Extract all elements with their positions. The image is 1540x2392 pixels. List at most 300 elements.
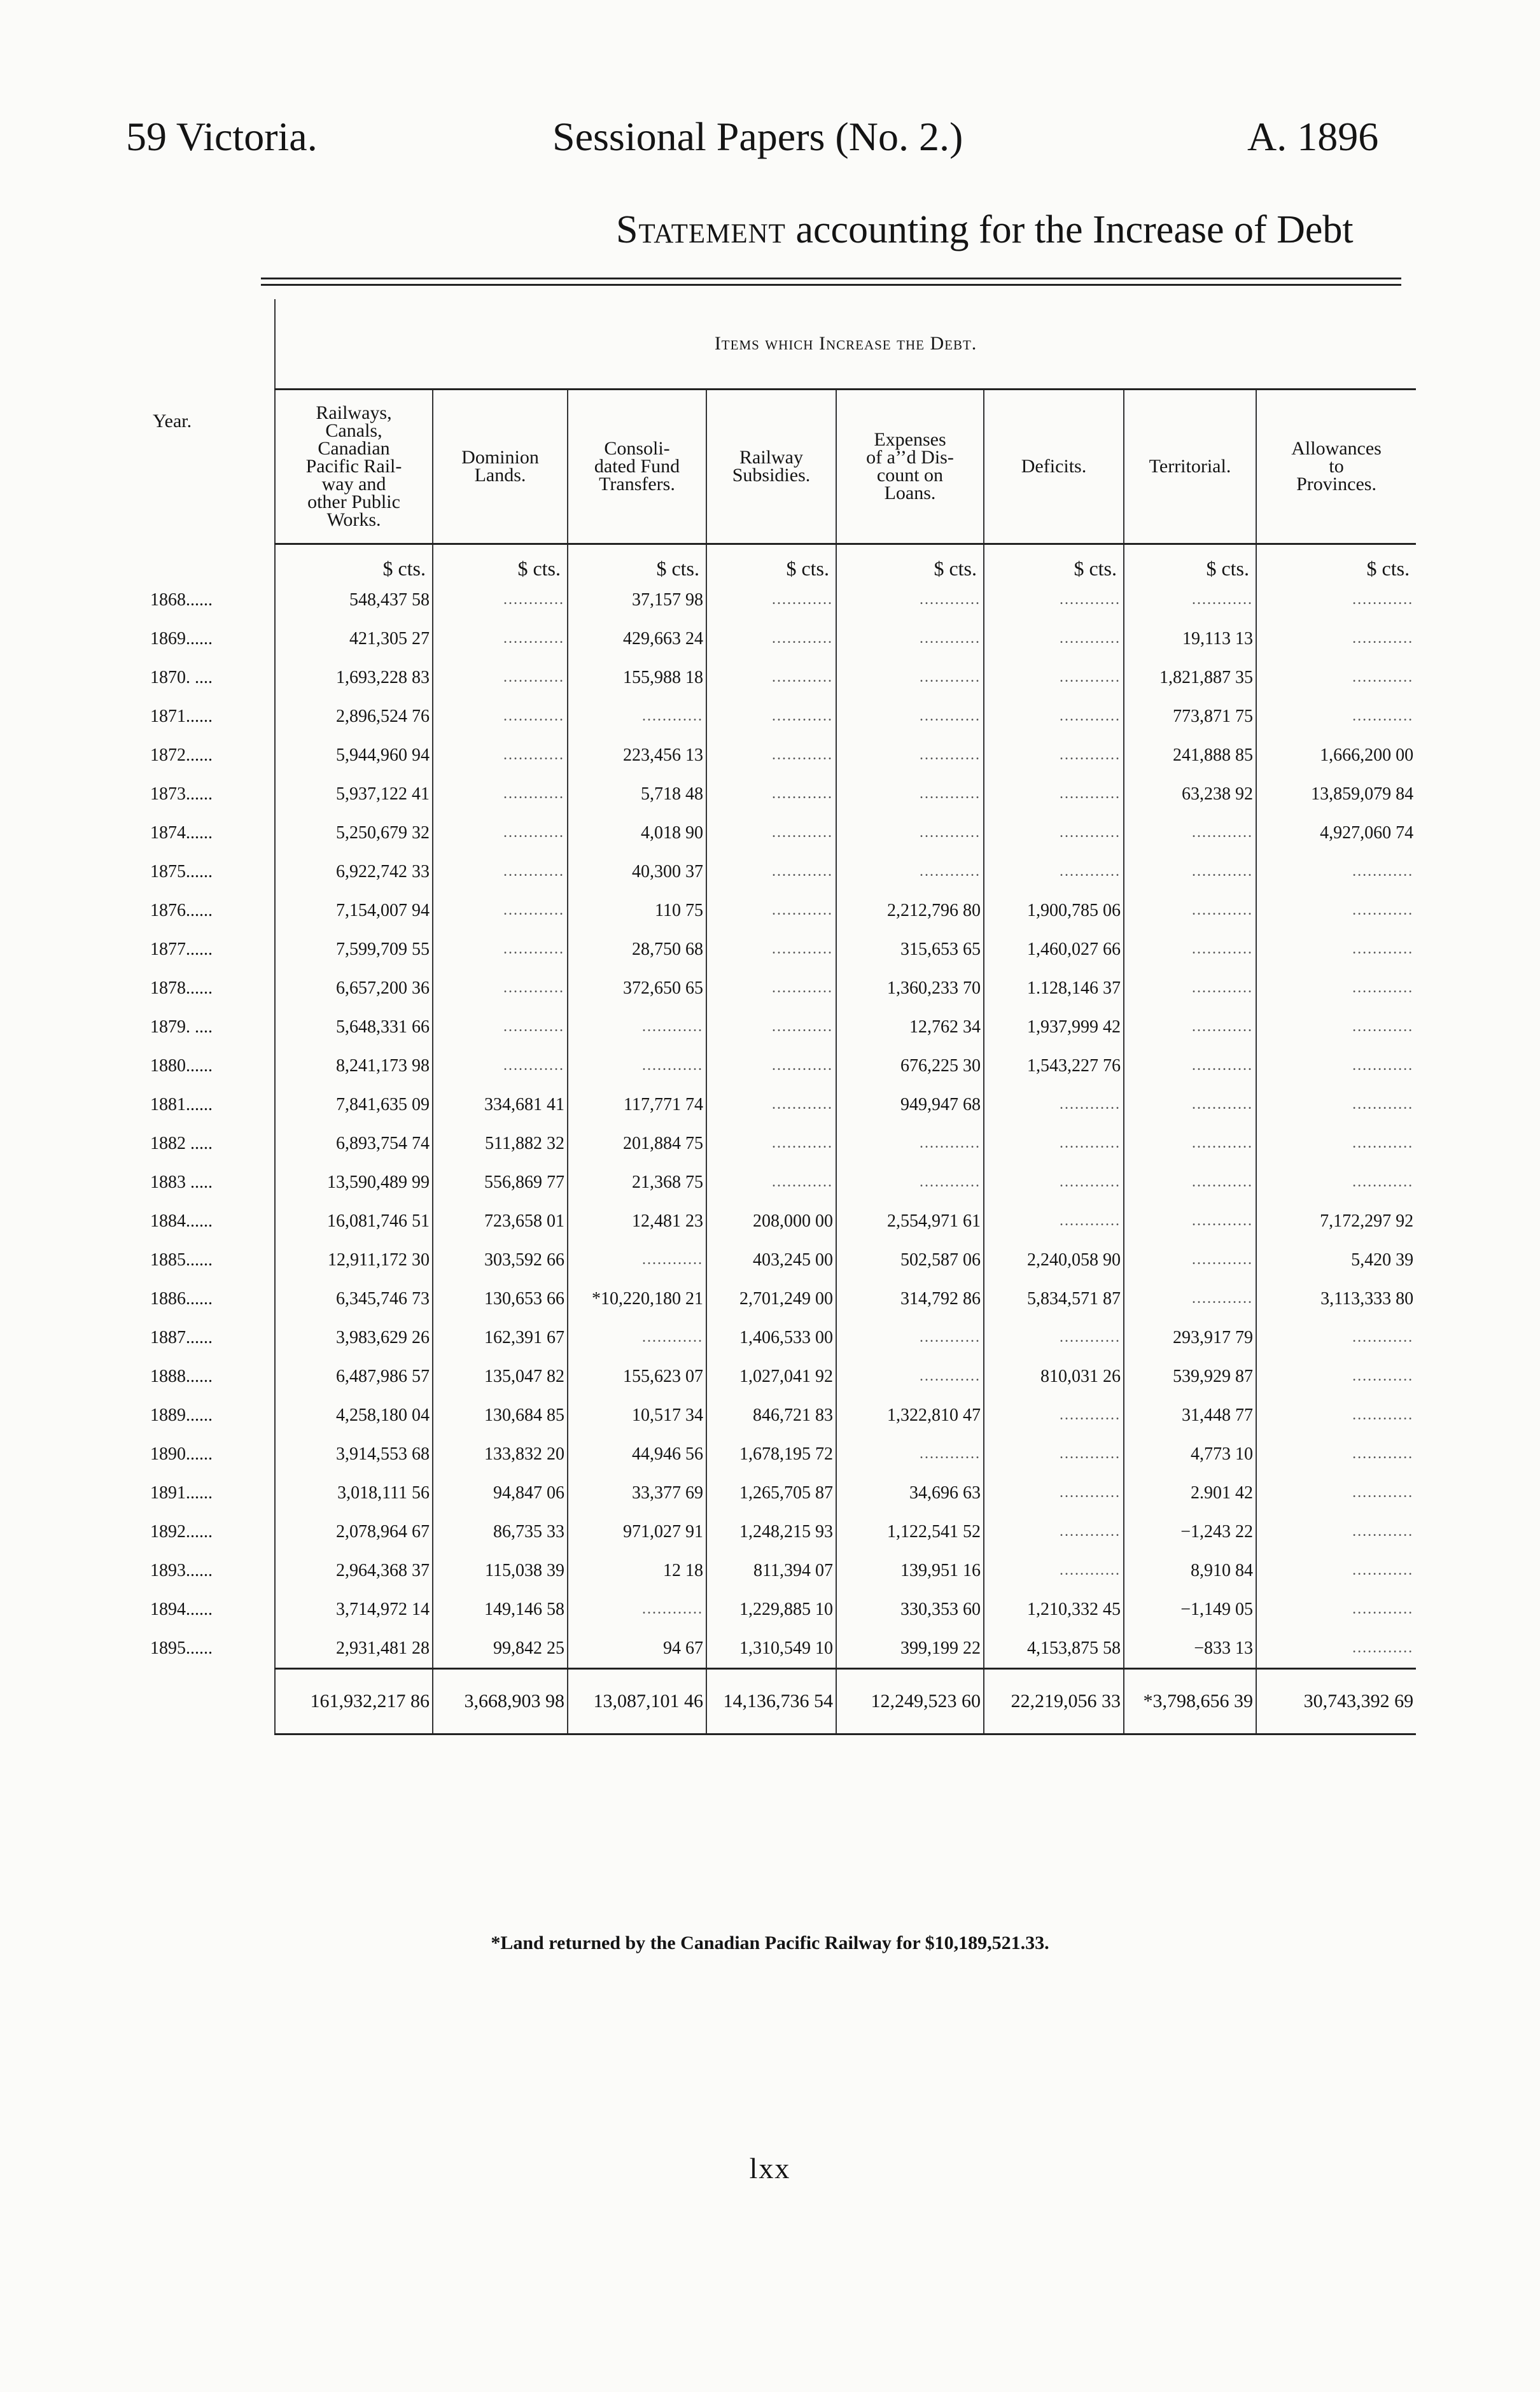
total-cell: 12,249,523 60 xyxy=(836,1669,984,1734)
amount-cell: 99,842 25 xyxy=(433,1629,568,1669)
amount-cell: −1,149 05 xyxy=(1124,1590,1256,1629)
amount-cell: 208,000 00 xyxy=(706,1202,836,1241)
empty-cell-leader: ............ xyxy=(1124,1046,1256,1085)
row-year: 1884...... xyxy=(150,1211,213,1231)
empty-cell-leader: ............ xyxy=(1256,658,1416,697)
amount-cell: 223,456 13 xyxy=(568,736,706,775)
table-row xyxy=(140,619,1416,658)
column-header-line: Loans. xyxy=(884,482,936,503)
table-row xyxy=(140,1435,1416,1474)
amount-cell: 2,240,058 90 xyxy=(984,1241,1124,1279)
empty-cell-leader: ............ xyxy=(984,658,1124,697)
amount-cell: 110 75 xyxy=(568,891,706,930)
column-header xyxy=(275,390,433,544)
empty-cell-leader: ............ xyxy=(984,813,1124,852)
amount-cell: 303,592 66 xyxy=(433,1241,568,1279)
amount-cell: 1,360,233 70 xyxy=(836,969,984,1008)
amount-cell: 94,847 06 xyxy=(433,1474,568,1512)
units-year-spacer xyxy=(140,544,275,581)
table-row xyxy=(140,1008,1416,1046)
amount-cell: 86,735 33 xyxy=(433,1512,568,1551)
empty-cell-leader: ............ xyxy=(706,580,836,619)
empty-cell-leader: ............ xyxy=(984,775,1124,813)
empty-cell-leader: ............ xyxy=(433,930,568,969)
amount-cell: 334,681 41 xyxy=(433,1085,568,1124)
empty-cell-leader: ............ xyxy=(1124,1163,1256,1202)
table-row xyxy=(140,1124,1416,1163)
empty-cell-leader: ............ xyxy=(984,1512,1124,1551)
amount-cell: 12,481 23 xyxy=(568,1202,706,1241)
empty-cell-leader: ............ xyxy=(836,813,984,852)
page-number: lxx xyxy=(749,2152,791,2184)
empty-cell-leader: ............ xyxy=(706,813,836,852)
empty-cell-leader: ............ xyxy=(1256,1085,1416,1124)
unit-label: $ cts. xyxy=(568,544,706,581)
amount-cell: 3,914,553 68 xyxy=(275,1435,433,1474)
header-sessional-papers: Sessional Papers (No. 2.) xyxy=(552,114,963,159)
empty-cell-leader: ............ xyxy=(836,1124,984,1163)
amount-cell: 40,300 37 xyxy=(568,852,706,891)
table-row xyxy=(140,1318,1416,1357)
amount-cell: 3,018,111 56 xyxy=(275,1474,433,1512)
empty-cell-leader: ............ xyxy=(568,1241,706,1279)
amount-cell: 1,248,215 93 xyxy=(706,1512,836,1551)
table-row xyxy=(140,1512,1416,1551)
empty-cell-leader: ............ xyxy=(433,1046,568,1085)
amount-cell: 723,658 01 xyxy=(433,1202,568,1241)
column-header-line: Works. xyxy=(326,509,381,530)
empty-cell-leader: ............ xyxy=(706,697,836,736)
empty-cell-leader: ............ xyxy=(1124,1124,1256,1163)
empty-cell-leader: ............ xyxy=(433,1008,568,1046)
amount-cell: 1,900,785 06 xyxy=(984,891,1124,930)
amount-cell: 5,420 39 xyxy=(1256,1241,1416,1279)
debt-increase-table xyxy=(140,299,1416,1735)
amount-cell: 315,653 65 xyxy=(836,930,984,969)
table-row xyxy=(140,813,1416,852)
empty-cell-leader: ............ xyxy=(1256,1474,1416,1512)
column-header-line: Transfers. xyxy=(599,474,675,495)
empty-cell-leader: ............ xyxy=(836,1435,984,1474)
amount-cell: 16,081,746 51 xyxy=(275,1202,433,1241)
amount-cell: 12,762 34 xyxy=(836,1008,984,1046)
amount-cell: 139,951 16 xyxy=(836,1551,984,1590)
year-column-header: Year. xyxy=(153,411,192,432)
table-row xyxy=(140,1396,1416,1435)
amount-cell: 293,917 79 xyxy=(1124,1318,1256,1357)
empty-cell-leader: ............ xyxy=(836,775,984,813)
column-header xyxy=(836,390,984,544)
table-row xyxy=(140,580,1416,619)
amount-cell: 5,944,960 94 xyxy=(275,736,433,775)
amount-cell: 12,911,172 30 xyxy=(275,1241,433,1279)
amount-cell: 155,988 18 xyxy=(568,658,706,697)
amount-cell: 548,437 58 xyxy=(275,580,433,619)
empty-cell-leader: ............ xyxy=(568,1318,706,1357)
column-header xyxy=(1124,390,1256,544)
amount-cell: 6,922,742 33 xyxy=(275,852,433,891)
amount-cell: 155,623 07 xyxy=(568,1357,706,1396)
empty-cell-leader: ............ xyxy=(984,580,1124,619)
empty-cell-leader: ............ xyxy=(1256,1551,1416,1590)
empty-cell-leader: ............ xyxy=(706,619,836,658)
amount-cell: 135,047 82 xyxy=(433,1357,568,1396)
amount-cell: 539,929 87 xyxy=(1124,1357,1256,1396)
column-header xyxy=(706,390,836,544)
empty-cell-leader: ............ xyxy=(1256,697,1416,736)
column-header-line: Subsidies. xyxy=(732,465,811,486)
amount-cell: 8,910 84 xyxy=(1124,1551,1256,1590)
amount-cell: 7,172,297 92 xyxy=(1256,1202,1416,1241)
empty-cell-leader: ............ xyxy=(984,1202,1124,1241)
column-header-line: Allowances xyxy=(1291,438,1382,459)
amount-cell: 10,517 34 xyxy=(568,1396,706,1435)
total-cell: *3,798,656 39 xyxy=(1124,1669,1256,1734)
empty-cell-leader: ............ xyxy=(433,580,568,619)
row-year: 1882 ..... xyxy=(150,1133,213,1153)
total-cell: 161,932,217 86 xyxy=(275,1669,433,1734)
amount-cell: 1,678,195 72 xyxy=(706,1435,836,1474)
table-row xyxy=(140,775,1416,813)
amount-cell: 241,888 85 xyxy=(1124,736,1256,775)
empty-cell-leader: ............ xyxy=(433,969,568,1008)
empty-cell-leader: ............ xyxy=(706,891,836,930)
column-header-line: Railways, xyxy=(316,402,392,423)
row-year: 1879. .... xyxy=(150,1017,213,1037)
column-header xyxy=(984,390,1124,544)
empty-cell-leader: ............ xyxy=(1124,813,1256,852)
amount-cell: 2,078,964 67 xyxy=(275,1512,433,1551)
table-row xyxy=(140,697,1416,736)
empty-cell-leader: ............ xyxy=(1256,1046,1416,1085)
empty-cell-leader: ............ xyxy=(984,1396,1124,1435)
table-row xyxy=(140,1357,1416,1396)
empty-cell-leader: ............ xyxy=(706,1046,836,1085)
amount-cell: 1,693,228 83 xyxy=(275,658,433,697)
empty-cell-leader: ............ xyxy=(1124,852,1256,891)
amount-cell: 63,238 92 xyxy=(1124,775,1256,813)
amount-cell: 5,718 48 xyxy=(568,775,706,813)
footnote: *Land returned by the Canadian Pacific Railway for $10,189,521.33. xyxy=(491,1932,1049,1953)
amount-cell: 1,406,533 00 xyxy=(706,1318,836,1357)
amount-cell: 117,771 74 xyxy=(568,1085,706,1124)
amount-cell: 7,154,007 94 xyxy=(275,891,433,930)
empty-cell-leader: ............ xyxy=(1256,930,1416,969)
empty-cell-leader: ............ xyxy=(984,1085,1124,1124)
empty-cell-leader: ............ xyxy=(1256,1124,1416,1163)
amount-cell: 130,684 85 xyxy=(433,1396,568,1435)
amount-cell: 676,225 30 xyxy=(836,1046,984,1085)
amount-cell: 34,696 63 xyxy=(836,1474,984,1512)
empty-cell-leader: ............ xyxy=(1256,969,1416,1008)
empty-cell-leader: ............ xyxy=(1124,580,1256,619)
column-header-line: Deficits. xyxy=(1021,456,1087,477)
amount-cell: *10,220,180 21 xyxy=(568,1279,706,1318)
row-year: 1888...... xyxy=(150,1366,213,1386)
amount-cell: 556,869 77 xyxy=(433,1163,568,1202)
empty-cell-leader: ............ xyxy=(1256,1396,1416,1435)
row-year: 1871...... xyxy=(150,706,213,726)
amount-cell: 37,157 98 xyxy=(568,580,706,619)
table-row xyxy=(140,736,1416,775)
empty-cell-leader: ............ xyxy=(836,1357,984,1396)
amount-cell: 44,946 56 xyxy=(568,1435,706,1474)
table-row xyxy=(140,1241,1416,1279)
row-year: 1876...... xyxy=(150,900,213,920)
empty-cell-leader: ............ xyxy=(433,736,568,775)
column-header-line: other Public xyxy=(307,491,400,512)
empty-cell-leader: ............ xyxy=(706,775,836,813)
row-year: 1894...... xyxy=(150,1599,213,1619)
amount-cell: 421,305 27 xyxy=(275,619,433,658)
empty-cell-leader: ............ xyxy=(706,1163,836,1202)
empty-cell-leader: ............ xyxy=(706,1124,836,1163)
amount-cell: 811,394 07 xyxy=(706,1551,836,1590)
row-year: 1872...... xyxy=(150,745,213,765)
amount-cell: 3,714,972 14 xyxy=(275,1590,433,1629)
row-year: 1880...... xyxy=(150,1055,213,1076)
empty-cell-leader: ............ xyxy=(836,580,984,619)
amount-cell: 1,027,041 92 xyxy=(706,1357,836,1396)
column-header-line: Lands. xyxy=(474,465,526,486)
empty-cell-leader: ............ xyxy=(1124,930,1256,969)
table-row xyxy=(140,1629,1416,1669)
empty-cell-leader: ............ xyxy=(984,697,1124,736)
empty-cell-leader: ............ xyxy=(984,736,1124,775)
column-header-line: of a’’d Dis- xyxy=(866,447,954,468)
column-header-line: Pacific Rail- xyxy=(305,456,402,477)
empty-cell-leader: ............ xyxy=(1124,1008,1256,1046)
empty-cell-leader: ............ xyxy=(984,1551,1124,1590)
empty-cell-leader: ............ xyxy=(1256,891,1416,930)
empty-cell-leader: ............ xyxy=(1124,891,1256,930)
row-year: 1875...... xyxy=(150,861,213,882)
empty-cell-leader: ............ xyxy=(568,697,706,736)
table-row xyxy=(140,969,1416,1008)
row-year: 1869...... xyxy=(150,628,213,649)
row-year: 1886...... xyxy=(150,1288,213,1309)
empty-cell-leader: ............ xyxy=(568,1008,706,1046)
empty-cell-leader: ............ xyxy=(433,775,568,813)
amount-cell: 33,377 69 xyxy=(568,1474,706,1512)
row-year: 1891...... xyxy=(150,1482,213,1503)
empty-cell-leader: ............ xyxy=(836,1163,984,1202)
empty-cell-leader: ............ xyxy=(1256,1008,1416,1046)
amount-cell: 1,310,549 10 xyxy=(706,1629,836,1669)
amount-cell: 21,368 75 xyxy=(568,1163,706,1202)
row-year: 1883 ..... xyxy=(150,1172,213,1192)
empty-cell-leader: ............ xyxy=(984,1474,1124,1512)
amount-cell: 1,666,200 00 xyxy=(1256,736,1416,775)
amount-cell: 3,113,333 80 xyxy=(1256,1279,1416,1318)
unit-label: $ cts. xyxy=(1124,544,1256,581)
unit-label: $ cts. xyxy=(836,544,984,581)
amount-cell: 5,250,679 32 xyxy=(275,813,433,852)
amount-cell: 94 67 xyxy=(568,1629,706,1669)
unit-label: $ cts. xyxy=(275,544,433,581)
header-year: A. 1896 xyxy=(1247,114,1379,159)
amount-cell: 429,663 24 xyxy=(568,619,706,658)
amount-cell: 28,750 68 xyxy=(568,930,706,969)
column-header-line: Railway xyxy=(739,447,803,468)
amount-cell: −1,243 22 xyxy=(1124,1512,1256,1551)
amount-cell: 201,884 75 xyxy=(568,1124,706,1163)
amount-cell: 403,245 00 xyxy=(706,1241,836,1279)
amount-cell: 31,448 77 xyxy=(1124,1396,1256,1435)
amount-cell: 1,210,332 45 xyxy=(984,1590,1124,1629)
empty-cell-leader: ............ xyxy=(568,1046,706,1085)
column-header xyxy=(433,390,568,544)
amount-cell: 5,834,571 87 xyxy=(984,1279,1124,1318)
empty-cell-leader: ............ xyxy=(706,1085,836,1124)
amount-cell: 6,345,746 73 xyxy=(275,1279,433,1318)
row-year: 1877...... xyxy=(150,939,213,959)
amount-cell: 949,947 68 xyxy=(836,1085,984,1124)
amount-cell: 1,229,885 10 xyxy=(706,1590,836,1629)
row-year: 1878...... xyxy=(150,978,213,998)
amount-cell: 5,937,122 41 xyxy=(275,775,433,813)
row-year: 1889...... xyxy=(150,1405,213,1425)
column-header-line: Canals, xyxy=(325,420,382,441)
amount-cell: 2,896,524 76 xyxy=(275,697,433,736)
empty-cell-leader: ............ xyxy=(984,619,1124,658)
row-year: 1893...... xyxy=(150,1560,213,1580)
unit-label: $ cts. xyxy=(1256,544,1416,581)
column-header-line: count on xyxy=(876,465,944,486)
empty-cell-leader: ............ xyxy=(1256,1318,1416,1357)
top-rule-1 xyxy=(261,278,1401,279)
amount-cell: 511,882 32 xyxy=(433,1124,568,1163)
table-row xyxy=(140,930,1416,969)
column-header-line: Provinces. xyxy=(1296,474,1376,495)
amount-cell: 13,859,079 84 xyxy=(1256,775,1416,813)
column-header-line: way and xyxy=(321,474,386,495)
row-year: 1868...... xyxy=(150,589,213,610)
empty-cell-leader: ............ xyxy=(836,619,984,658)
total-cell: 13,087,101 46 xyxy=(568,1669,706,1734)
row-year: 1874...... xyxy=(150,822,213,843)
amount-cell: 115,038 39 xyxy=(433,1551,568,1590)
amount-cell: 4,258,180 04 xyxy=(275,1396,433,1435)
table-row xyxy=(140,1551,1416,1590)
page-title xyxy=(616,208,1354,253)
amount-cell: 2,931,481 28 xyxy=(275,1629,433,1669)
empty-cell-leader: ............ xyxy=(433,891,568,930)
row-year: 1895...... xyxy=(150,1638,213,1659)
empty-cell-leader: ............ xyxy=(836,697,984,736)
total-cell: 3,668,903 98 xyxy=(433,1669,568,1734)
totals-row xyxy=(140,1669,1416,1734)
amount-cell: 4,018 90 xyxy=(568,813,706,852)
row-year: 1890...... xyxy=(150,1444,213,1464)
amount-cell: 846,721 83 xyxy=(706,1396,836,1435)
amount-cell: 2,701,249 00 xyxy=(706,1279,836,1318)
amount-cell: 399,199 22 xyxy=(836,1629,984,1669)
amount-cell: 1,322,810 47 xyxy=(836,1396,984,1435)
table-row xyxy=(140,1085,1416,1124)
column-header-line: dated Fund xyxy=(594,456,680,477)
amount-cell: 7,841,635 09 xyxy=(275,1085,433,1124)
empty-cell-leader: ............ xyxy=(706,852,836,891)
amount-cell: 5,648,331 66 xyxy=(275,1008,433,1046)
amount-cell: 971,027 91 xyxy=(568,1512,706,1551)
amount-cell: 133,832 20 xyxy=(433,1435,568,1474)
column-header-line: to xyxy=(1329,456,1344,477)
unit-label: $ cts. xyxy=(984,544,1124,581)
row-year: 1887...... xyxy=(150,1327,213,1347)
empty-cell-leader: ............ xyxy=(1256,1512,1416,1551)
table-row xyxy=(140,1046,1416,1085)
empty-cell-leader: ............ xyxy=(984,1163,1124,1202)
total-cell: 22,219,056 33 xyxy=(984,1669,1124,1734)
amount-cell: 19,113 13 xyxy=(1124,619,1256,658)
empty-cell-leader: ............ xyxy=(1124,1202,1256,1241)
empty-cell-leader: ............ xyxy=(1256,619,1416,658)
empty-cell-leader: ............ xyxy=(433,658,568,697)
empty-cell-leader: ............ xyxy=(1256,1435,1416,1474)
row-year: 1885...... xyxy=(150,1249,213,1270)
amount-cell: 6,893,754 74 xyxy=(275,1124,433,1163)
column-header-line: Dominion xyxy=(461,447,539,468)
amount-cell: 1,460,027 66 xyxy=(984,930,1124,969)
totals-year-spacer xyxy=(140,1669,275,1734)
amount-cell: 773,871 75 xyxy=(1124,697,1256,736)
amount-cell: 4,927,060 74 xyxy=(1256,813,1416,852)
amount-cell: 8,241,173 98 xyxy=(275,1046,433,1085)
amount-cell: 2,212,796 80 xyxy=(836,891,984,930)
empty-cell-leader: ............ xyxy=(433,813,568,852)
table-row xyxy=(140,1474,1416,1512)
amount-cell: 502,587 06 xyxy=(836,1241,984,1279)
empty-cell-leader: ............ xyxy=(706,736,836,775)
amount-cell: 149,146 58 xyxy=(433,1590,568,1629)
empty-cell-leader: ............ xyxy=(706,1008,836,1046)
amount-cell: 6,487,986 57 xyxy=(275,1357,433,1396)
empty-cell-leader: ............ xyxy=(1124,969,1256,1008)
amount-cell: 372,650 65 xyxy=(568,969,706,1008)
empty-cell-leader: ............ xyxy=(836,852,984,891)
empty-cell-leader: ............ xyxy=(1256,580,1416,619)
amount-cell: 1,122,541 52 xyxy=(836,1512,984,1551)
column-header-line: Territorial. xyxy=(1149,456,1231,477)
empty-cell-leader: ............ xyxy=(1124,1241,1256,1279)
top-rule-2 xyxy=(261,284,1401,286)
empty-cell-leader: ............ xyxy=(1256,1357,1416,1396)
empty-cell-leader: ............ xyxy=(1256,1163,1416,1202)
empty-cell-leader: ............ xyxy=(836,658,984,697)
amount-cell: 4,773 10 xyxy=(1124,1435,1256,1474)
amount-cell: 1,265,705 87 xyxy=(706,1474,836,1512)
table-row xyxy=(140,1279,1416,1318)
empty-cell-leader: ............ xyxy=(1256,852,1416,891)
unit-label: $ cts. xyxy=(706,544,836,581)
table-row xyxy=(140,1590,1416,1629)
table-row xyxy=(140,1163,1416,1202)
empty-cell-leader: ............ xyxy=(568,1590,706,1629)
column-header-line: Expenses xyxy=(874,429,946,450)
amount-cell: 1,543,227 76 xyxy=(984,1046,1124,1085)
empty-cell-leader: ............ xyxy=(984,1124,1124,1163)
empty-cell-leader: ............ xyxy=(984,852,1124,891)
amount-cell: 4,153,875 58 xyxy=(984,1629,1124,1669)
amount-cell: 810,031 26 xyxy=(984,1357,1124,1396)
amount-cell: 2,554,971 61 xyxy=(836,1202,984,1241)
column-header xyxy=(568,390,706,544)
title-rest: accounting for the Increase of Debt xyxy=(785,208,1354,251)
amount-cell: 3,983,629 26 xyxy=(275,1318,433,1357)
amount-cell: 330,353 60 xyxy=(836,1590,984,1629)
row-year: 1892...... xyxy=(150,1521,213,1542)
